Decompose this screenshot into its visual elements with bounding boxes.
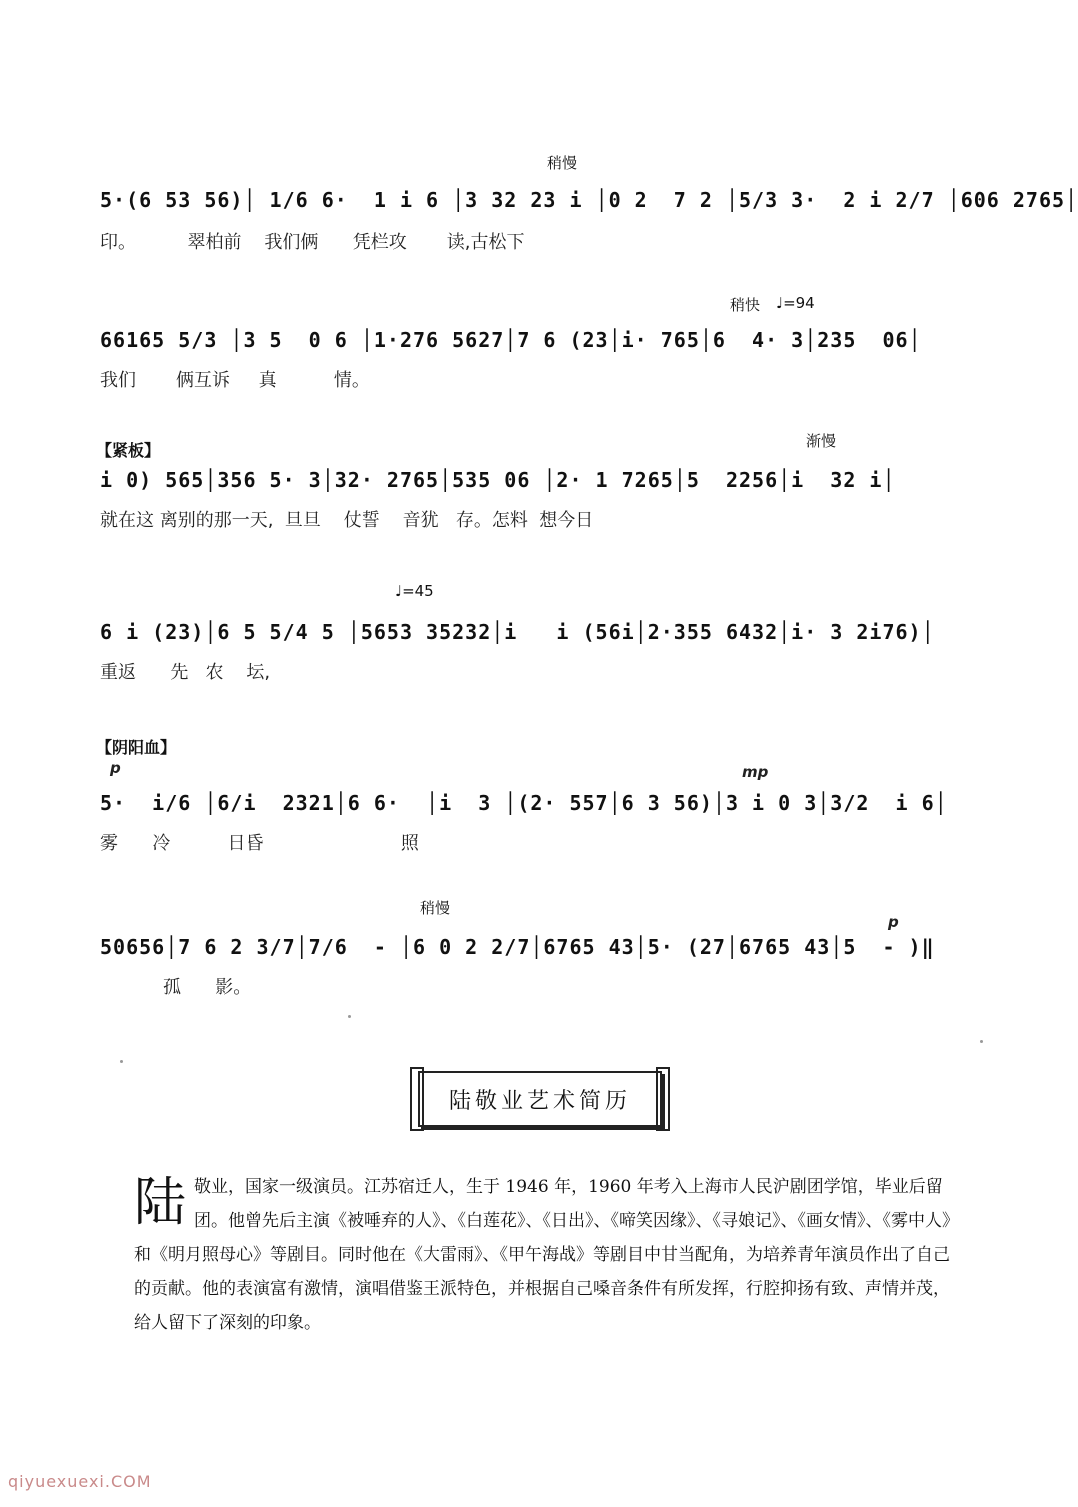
tempo-mark: 稍慢: [420, 899, 451, 917]
drop-cap: 陆: [134, 1173, 187, 1233]
bio-title: 陆敬业艺术简历: [418, 1071, 662, 1127]
notation-line: 50656│7 6 2 3/7│7/6 - │6 0 2 2/7│6765 43│5· (27│6765 43│5 - )‖: [100, 935, 935, 959]
bio-paragraph: [134, 1170, 954, 1340]
tempo-mark: 渐慢: [806, 432, 837, 450]
score-system-2: [100, 290, 980, 400]
notation-line: i 0) 565│356 5· 3│32· 2765│535 06 │2· 1 7265│5 2256│i 32 i│: [100, 468, 896, 492]
notation-line: 6 i (23)│6 5 5/4 5 │5653 35232│i i (56i│2·355 6432│i· 3 2i76)│: [100, 620, 935, 644]
lyrics-line: 重返 先 农 坛,: [100, 662, 271, 683]
lyrics-line: 我们 俩互诉 真 情。: [100, 370, 370, 391]
lyrics-line: 雾 冷 日昏 照: [100, 833, 419, 854]
notation-line: 5·(6 53 56)│ 1/6 6· 1 i 6 │3 32 23 i │0 2 7 2 │5/3 3· 2 i 2/7 │606 2765│: [100, 188, 1078, 212]
metronome-mark: ♩=45: [395, 582, 434, 600]
section-label: 【紧板】: [96, 441, 161, 460]
score-system-6: [100, 895, 980, 1005]
tempo-mark: 稍快: [730, 296, 761, 314]
score-system-1: [100, 150, 1078, 260]
score-system-4: [100, 580, 980, 690]
watermark: qiyuexuexi.COM: [8, 1472, 152, 1491]
score-system-5: [96, 735, 980, 855]
bio-text: 敬业，国家一级演员。江苏宿迁人，生于 1946 年，1960 年考入上海市人民沪剧团学馆，毕业后留团。他曾先后主演《被唾弃的人》、《白莲花》、《日出》、《啼笑因缘》、《寻娘记》、《画女情》、《雾中人》和《明月照母心》等剧目。同时他在《大雷雨》、《甲午海战》等剧目中甘当配角，为培养青年演员作出了自己的贡献。他的表演富有激情，演唱借鉴王派特色，并根据自己嗓音条件有所发挥，行腔抑扬有致、声情并茂，给人留下了深刻的印象。: [134, 1177, 951, 1333]
notation-line: 66165 5/3 │3 5 0 6 │1·276 5627│7 6 (23│i· 765│6 4· 3│235 06│: [100, 328, 922, 352]
metronome-mark: ♩=94: [776, 294, 815, 312]
dynamic-mark: p: [888, 913, 899, 931]
print-speck: [980, 1040, 983, 1043]
dynamic-mark: mp: [742, 763, 769, 781]
section-label: 【阴阳血】: [96, 738, 177, 757]
lyrics-line: 印。 翠柏前 我们俩 凭栏攻 读,古松下: [100, 232, 525, 253]
lyrics-line: 孤 影。: [100, 977, 252, 998]
print-speck: [120, 1060, 123, 1063]
notation-line: 5· i/6 │6/i 2321│6 6· │i 3 │(2· 557│6 3 56)│3 i 0 3│3/2 i 6│: [100, 791, 948, 815]
print-speck: [348, 1015, 351, 1018]
dynamic-mark: p: [110, 759, 121, 777]
tempo-mark: 稍慢: [547, 154, 578, 172]
score-system-3: [96, 430, 980, 540]
lyrics-line: 就在这 离别的那一天, 旦旦 仗誓 音犹 存。怎料 想今日: [100, 510, 594, 531]
scroll-right-end: [656, 1067, 670, 1131]
